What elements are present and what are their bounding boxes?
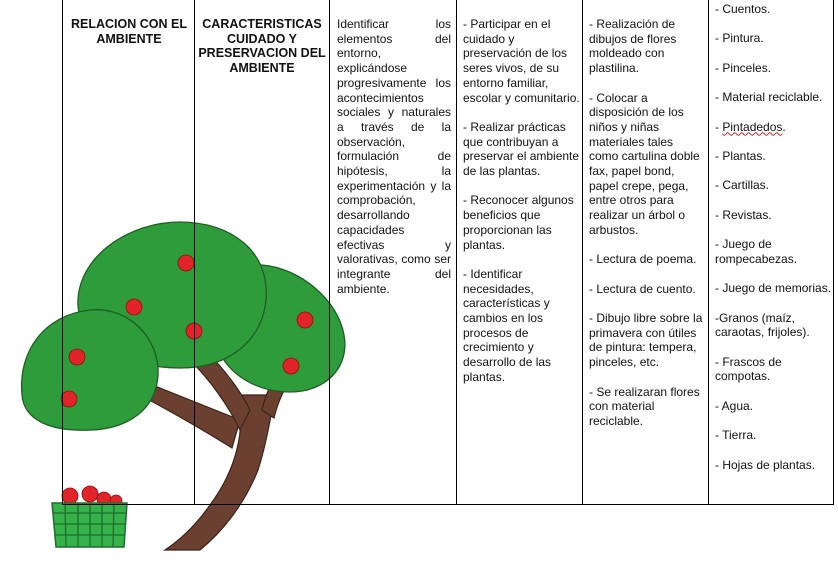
content-list (463, 0, 581, 505)
resource-item: - Hojas de plantas. (715, 457, 816, 472)
content-item: - Identificar necesidades, características y cambios en los procesos de crecimiento y desarrollo de las plantas. (463, 266, 552, 384)
activity-item: - Realización de dibujos de flores moldeado con plastilina. (589, 17, 677, 76)
resource-item: - Revistas. (715, 207, 772, 222)
table-border-left (62, 0, 63, 505)
activity-item: - Dibujo libre sobre la primavera con útiles de pintura: tempera, pinceles, etc. (589, 311, 703, 370)
table-border-right (833, 0, 834, 505)
spellcheck-flagged-word: Pintadedos (722, 119, 783, 134)
resource-item: - Agua. (715, 398, 754, 413)
resource-item: - Pintadedos. (715, 119, 786, 134)
table-divider-4 (582, 0, 583, 505)
header-relacion-ambiente: RELACION CON EL AMBIENTE (71, 17, 187, 46)
resource-item: - Pintura. (715, 31, 764, 46)
resource-item: - Plantas. (715, 148, 766, 163)
resource-item: - Frascos de compotas. (715, 354, 782, 384)
table-divider-2 (329, 0, 330, 505)
resource-item: - Cartillas. (715, 178, 770, 193)
table-divider-3 (456, 0, 457, 505)
activity-item: - Lectura de poema. (589, 252, 697, 267)
activity-item: - Se realizaran flores con material reciclable. (589, 384, 700, 428)
resource-item: - Tierra. (715, 428, 757, 443)
header-caracteristicas: CARACTERISTICAS CUIDADO Y PRESERVACION DEL AMBIENTE (198, 17, 326, 75)
resource-item: - Material reciclable. (715, 90, 823, 105)
content-item: - Realizar prácticas que contribuyan a preservar el ambiente de las plantas. (463, 119, 580, 179)
resource-item: - Juego de memorias. (715, 281, 832, 296)
content-item: - Participar en el cuidado y preservación de los seres vivos, de su entorno familiar, escolar y comunitario. (463, 17, 580, 105)
content-item: - Reconocer algunos beneficios que proporcionan las plantas. (463, 193, 574, 252)
table-divider-1 (194, 0, 195, 505)
resource-item: - Cuentos. (715, 2, 771, 16)
resource-item: - Pinceles. (715, 60, 772, 75)
table-divider-5 (708, 0, 709, 505)
activity-item: - Colocar a disposición de los niños y niñas materiales tales como cartulina doble fax, papel bond, papel crepe, pega, entre otros para realizar un árbol o arbustos. (589, 90, 700, 237)
resource-item: - Juego de rompecabezas. (715, 237, 798, 266)
resource-item: -Granos (maíz, caraotas, frijoles). (715, 310, 810, 340)
resources-list (715, 0, 833, 505)
activities-list (589, 0, 704, 505)
objective-text: Identificar los elementos del entorno, explicándose progresivamente los acontecimientos sociales y naturales a través de la observación, formulación de hipótesis, la experimentación y la comprobación, desarrollando capacidades efectivas y valorativas, como ser integrante del ambiente. (337, 17, 451, 296)
activity-item: - Lectura de cuento. (589, 281, 696, 296)
